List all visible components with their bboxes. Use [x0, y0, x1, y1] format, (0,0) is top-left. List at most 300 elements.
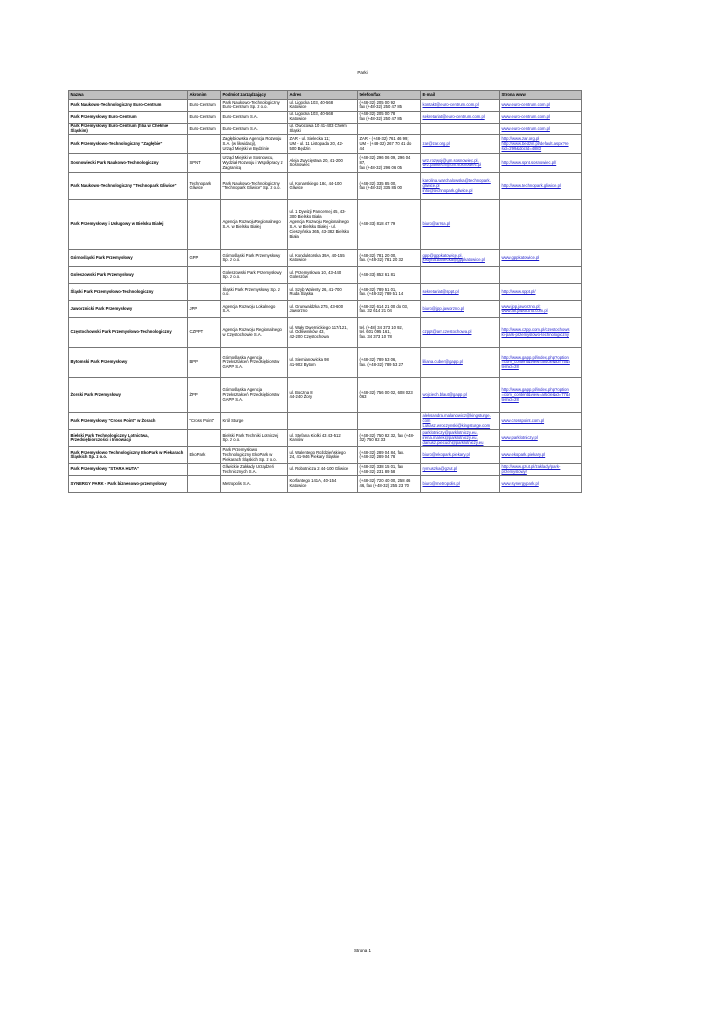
address-line: ul. Owocowa 10 41-403 Chełm [289, 123, 347, 129]
address-line: Kaniów [289, 437, 304, 443]
acronym-cell: CZPPT [188, 318, 221, 348]
website-cell [500, 267, 582, 284]
park-name-cell: Sosnowiecki Park Naukowo-Technologiczny [69, 154, 188, 173]
table-row [69, 301, 582, 318]
address-cell [288, 123, 358, 135]
park-name-cell: Goleszowski Park Przemysłowy [69, 267, 188, 284]
website-cell [500, 476, 582, 493]
park-name-cell: Śląski Park Przemysłowo-Technologiczny [69, 284, 188, 301]
park-name-cell: Park Przemysłowo Technologiczny EkoPark w Piekarach Śląskich Sp. z o.o. [69, 447, 188, 464]
website-link[interactable]: temid=28 [501, 364, 519, 370]
phone-cell [358, 430, 421, 447]
email-link[interactable]: wrz.rozwoj@um.sosnowiec.pl, [422, 157, 479, 163]
manager-line: Euro-Centrum S.A. [222, 113, 258, 119]
website-cell [500, 447, 582, 464]
manager-line: Wydział Rozwoju i Współpracy z [222, 159, 283, 165]
email-link[interactable]: kontakt@euro-centrum.com.pl [422, 101, 479, 107]
address-line: 44-240 Żory [289, 394, 313, 400]
website-link[interactable]: www.gppkatowice.pl [501, 254, 540, 260]
email-link[interactable]: dariusz.piecuch@parklotniczy.eu [422, 439, 484, 445]
email-cell [421, 447, 500, 464]
phone-cell [358, 135, 421, 154]
email-link[interactable]: biuro@arrsa.pl [422, 221, 451, 227]
email-link[interactable]: biuro@jpp.jaworzno.pl [422, 305, 464, 311]
manager-line: Górnośląska Agencja [222, 354, 263, 360]
address-line: Katowice [289, 104, 307, 110]
phone-line: 32) 750 82 33 [359, 437, 386, 443]
manager-line: Sp. z o.o. [222, 274, 241, 280]
email-link[interactable]: sekretariat@euro-centrum.com.pl [422, 113, 485, 119]
table-header-row [69, 91, 582, 100]
manager-cell [221, 430, 288, 447]
phone-line: 44 [359, 145, 365, 151]
address-cell [288, 284, 358, 301]
manager-line: S.A. (w likwidacji), [222, 140, 257, 146]
website-cell [500, 173, 582, 200]
phone-cell [358, 267, 421, 284]
website-cell [500, 413, 582, 430]
website-link[interactable]: przemyslowy/ [501, 468, 527, 474]
website-cell [500, 250, 582, 267]
park-name-cell: Bytomski Park Przemysłowy [69, 348, 188, 378]
manager-cell [221, 464, 288, 476]
table-row [69, 111, 582, 123]
phone-line: (+48-32) 289 04 84, fax. [359, 449, 405, 455]
phone-cell [358, 318, 421, 348]
manager-line: GAPP S.A. [222, 364, 244, 370]
table-row [69, 123, 582, 135]
email-link[interactable]: karolina.warchalowska@technopark. [422, 178, 491, 184]
phone-cell [358, 447, 421, 464]
manager-line: S.A. [222, 308, 231, 314]
column-header: Adres [288, 91, 358, 100]
address-cell [288, 464, 358, 476]
column-header: telefon/fax [358, 91, 421, 100]
website-cell [500, 430, 582, 447]
phone-line: fax. (+48-32) 781 20 32 [359, 257, 404, 263]
phone-cell [358, 284, 421, 301]
email-link[interactable]: justyna.bartecka@gppkatowice.pl [422, 257, 485, 263]
website-cell [500, 100, 582, 112]
page-header: Parki [357, 70, 368, 75]
website-link[interactable]: www.euro-centrum.com.pl [501, 101, 550, 107]
address-line: ZAR - ul. Sielecka 11; [289, 136, 330, 142]
phone-line: (+48-32) 231 89 58 [359, 468, 396, 474]
email-cell [421, 173, 500, 200]
email-cell [421, 100, 500, 112]
manager-line: w Częstochowie S.A. [222, 331, 262, 337]
manager-line: Zagranicą [222, 164, 242, 170]
address-cell [288, 154, 358, 173]
manager-cell [221, 154, 288, 173]
acronym-cell [188, 284, 221, 301]
address-cell [288, 413, 358, 430]
email-link[interactable]: rymuszka@gzut.pl [422, 466, 458, 472]
acronym-cell [188, 135, 221, 154]
phone-cell [358, 250, 421, 267]
address-line: Katowice [289, 257, 307, 263]
phone-cell [358, 154, 421, 173]
phone-line: (+48-32) 720 40 00, 258 46 [359, 478, 411, 484]
website-link[interactable]: www.ekopark.piekary.pl [501, 451, 546, 457]
website-link[interactable]: ki-park-przemyslowo-technologiczny [501, 331, 569, 337]
manager-line: Sp. z o.o. [222, 437, 241, 443]
address-line: Goleszów [289, 274, 308, 280]
manager-cell [221, 348, 288, 378]
email-cell [421, 284, 500, 301]
manager-line: Agencja Rozwoju Regionalnego [222, 327, 282, 333]
acronym-cell: Euro-Centrum [188, 123, 221, 135]
email-cell [421, 464, 500, 476]
column-header: Podmiot zarządzający [221, 91, 288, 100]
website-link[interactable]: http://www.sppt.pl/ [501, 288, 536, 294]
manager-cell [221, 173, 288, 200]
address-line: ul. Grunwaldzka 275, 43-600 [289, 303, 344, 309]
table-row [69, 135, 582, 154]
acronym-cell: Euro-Centrum [188, 111, 221, 123]
address-line: ul. Ligocka 103, 40-568 [289, 111, 334, 117]
page-footer: Strona 1 [353, 948, 371, 953]
address-line: 300 Bielsko Biała [289, 214, 322, 220]
acronym-cell: JPP [188, 301, 221, 318]
website-link[interactable]: http://www.bedzin.pl/default.aspx?re [501, 140, 569, 146]
address-line: Biała [289, 233, 299, 239]
manager-line: Przekształceń Przedsiębiorstw [222, 359, 280, 365]
website-link[interactable]: www.parklotniczy.pl [501, 434, 538, 440]
address-line: 24, 41-946 Piekary Śląskie [289, 454, 340, 460]
address-line: Cieszyńska 365, 43-382 Bielsko [289, 228, 350, 234]
email-link[interactable]: Lukasz.wroczynski@kingsturge.com [422, 422, 491, 428]
table-row [69, 267, 582, 284]
phone-line: fax. (+48-32) 789 53 27 [359, 361, 404, 367]
website-link[interactable]: www.arl.jaworzno.com.pl [501, 308, 548, 314]
manager-cell [221, 111, 288, 123]
acronym-cell: "Cross Point" [188, 413, 221, 430]
website-link[interactable]: http://www.zar.org.pl [501, 136, 540, 142]
address-line: Katowice [289, 116, 307, 122]
address-cell [288, 173, 358, 200]
manager-line: Technologiczny EkoPark w [222, 451, 273, 457]
address-line: 41-902 Bytom [289, 361, 316, 367]
website-link[interactable]: www.euro-centrum.com.pl [501, 113, 550, 119]
phone-line: fax. 32 614 21 04 [359, 308, 392, 314]
email-link[interactable]: biuro@ekopark.piekary.pl [422, 451, 470, 457]
manager-line: Goleszowski Park Przemysłowy [222, 269, 282, 275]
manager-cell [221, 200, 288, 250]
website-link[interactable]: temid=28 [501, 396, 519, 402]
park-name-cell: Bielski Park Technologiczny Lotnictwa, Przedsiębiorczości i Innowacji [69, 430, 188, 447]
email-link[interactable]: gliwice.pl [422, 182, 440, 188]
manager-line: Zagłębiowska Agencja Rozwoju [222, 136, 282, 142]
table-row [69, 476, 582, 493]
address-line: Ruda Śląska [289, 291, 314, 297]
email-cell [421, 267, 500, 284]
park-name-cell: SYNERGY PARK - Park biznesowo-przemysłowy [69, 476, 188, 493]
phone-line: (+48-32) 750 82 32, fax (+48- [359, 432, 415, 438]
website-cell [500, 135, 582, 154]
website-cell [500, 200, 582, 250]
website-link[interactable]: =com_content&view=article&id=77&I [501, 391, 570, 397]
email-cell [421, 123, 500, 135]
website-cell [500, 378, 582, 413]
website-cell [500, 348, 582, 378]
website-link[interactable]: http://www.spnt.sosnowiec.pl/ [501, 159, 557, 165]
acronym-cell: Technopark Gliwice [188, 173, 221, 200]
address-line: ul. Ligocka 103, 40-568 [289, 99, 334, 105]
phone-line: tel. 601 095 161, [359, 329, 391, 335]
email-link[interactable]: gpp@gppkatowice.pl, [422, 252, 463, 258]
phone-cell [358, 378, 421, 413]
phone-line: (+48-32) 289 04 78 [359, 454, 396, 460]
phone-line: 87, [359, 159, 366, 165]
phone-line: tel. (+48) 34 373 10 92, [359, 324, 403, 330]
phone-cell [358, 111, 421, 123]
acronym-cell [188, 476, 221, 493]
address-line: 42-200 Częstochowa [289, 334, 329, 340]
website-link[interactable]: www.synergypark.pl [501, 480, 539, 486]
email-cell [421, 476, 500, 493]
address-line: Agencja Rozwoju Regionalnego [289, 219, 349, 225]
address-line: Katowice [289, 483, 307, 489]
phone-line: fax (+48-32) 250 47 85 [359, 104, 402, 110]
manager-cell [221, 318, 288, 348]
address-cell [288, 348, 358, 378]
phone-line: fax (+48-32) 296 06 05 [359, 164, 402, 170]
email-link[interactable]: wrz.parklech@um.sosnowiec.pl [422, 162, 482, 168]
parks-table [68, 90, 582, 493]
park-name-cell: Park Przemysłowy "Cross Point" w Żorach [69, 413, 188, 430]
park-name-cell: Górnośląski Park Przemysłowy [69, 250, 188, 267]
phone-line: fax. (+48-32) 789 51 14 [359, 291, 404, 297]
manager-cell [221, 267, 288, 284]
manager-line: Górnośląska Agencja [222, 387, 263, 393]
table-row [69, 173, 582, 200]
email-cell [421, 430, 500, 447]
address-line: ul. Boczna 8 [289, 389, 313, 395]
website-cell [500, 318, 582, 348]
phone-line: (+48-33) 852 61 81 [359, 271, 396, 277]
phone-cell [358, 464, 421, 476]
park-name-cell: Jaworznicki Park Przemysłowy [69, 301, 188, 318]
manager-cell [221, 250, 288, 267]
address-cell [288, 318, 358, 348]
park-name-cell: Częstochowski Park Przemysłowo-Technologiczny [69, 318, 188, 348]
manager-line: Agencja Rozwoju Lokalnego [222, 303, 276, 309]
column-header: Akronim [188, 91, 221, 100]
email-cell [421, 250, 500, 267]
park-name-cell: Park Naukowo-Technologiczny Euro-Centrum [69, 100, 188, 112]
email-link[interactable]: biuro@metropolis.pl [422, 480, 460, 486]
email-cell [421, 413, 500, 430]
email-cell [421, 348, 500, 378]
acronym-cell [188, 267, 221, 284]
manager-line: GAPP S.A. [222, 396, 244, 402]
manager-line: Park Naukowo-Technologiczny [222, 180, 280, 186]
website-cell [500, 301, 582, 318]
phone-line: UM - (+48-32) 267 70 41 do [359, 140, 412, 146]
table-row [69, 430, 582, 447]
phone-line: (+48-33) 818 47 79 [359, 221, 396, 227]
acronym-cell: Euro-Centrum [188, 100, 221, 112]
email-link[interactable]: com [422, 417, 431, 423]
email-link[interactable]: irena.marek@parklotniczy.eu, [422, 434, 478, 440]
phone-line: (+48-32) 205 00 92 [359, 99, 396, 105]
manager-line: Agencja RozwojuRegionalnego [222, 219, 281, 225]
manager-line: Śląski Park Przemysłowy Sp. z [222, 286, 280, 292]
address-cell [288, 476, 358, 493]
manager-line: Technicznych S.A. [222, 468, 257, 474]
address-cell [288, 200, 358, 250]
table-row [69, 200, 582, 250]
address-line: ul. Szyb Walenty 26, 41-700 [289, 286, 342, 292]
table-row [69, 413, 582, 430]
manager-cell [221, 447, 288, 464]
website-cell [500, 123, 582, 135]
phone-cell [358, 123, 421, 135]
website-cell [500, 464, 582, 476]
manager-cell [221, 284, 288, 301]
manager-line: Euro-Centrum Sp. z o.o. [222, 104, 268, 110]
manager-line: Urząd Miejski w Sosnowcu, [222, 155, 274, 161]
website-cell [500, 111, 582, 123]
website-link[interactable]: www.crosspoint.com.pl [501, 417, 545, 423]
park-name-cell: Żorski Park Przemysłowy [69, 378, 188, 413]
column-header: Nazwa [69, 91, 188, 100]
address-cell [288, 250, 358, 267]
manager-line: Przekształceń Przedsiębiorstw [222, 391, 280, 397]
manager-cell [221, 301, 288, 318]
website-link[interactable]: www.jpp.jaworzno.pl; [501, 303, 541, 309]
acronym-cell [188, 200, 221, 250]
website-link[interactable]: =com_content&view=article&id=75&I [501, 359, 570, 365]
phone-cell [358, 100, 421, 112]
email-link[interactable]: parklotniczy@parklotniczy.eu, [422, 430, 478, 436]
column-header: E-mail [421, 91, 500, 100]
email-link[interactable]: zar@zar.org.pl [422, 140, 450, 146]
address-line: ul. Odlewników 43, [289, 329, 325, 335]
phone-line: (+48-32) 296 06 09, 296 04 [359, 155, 411, 161]
table-row [69, 318, 582, 348]
column-header: Strona www [500, 91, 582, 100]
table-row [69, 100, 582, 112]
website-link[interactable]: http://www.gzut.pl/zaklady/park- [501, 463, 561, 469]
address-line: Korfantego 141A, 40-154 [289, 478, 337, 484]
manager-line: Urząd Miejski w Będzinie [222, 145, 270, 151]
acronym-cell: EkoPark [188, 447, 221, 464]
address-line: Aleja Zwycięstwa 20, 41-200 [289, 157, 343, 163]
table-row [69, 447, 582, 464]
acronym-cell: BPP [188, 348, 221, 378]
website-link[interactable]: www.euro-centrum.com.pl [501, 125, 550, 131]
address-line: Śląski [289, 128, 301, 134]
email-link[interactable]: wojciech.blaut@gapp.pl [422, 391, 467, 397]
address-line: UM - ul. 11 Listopada 20, 42- [289, 140, 344, 146]
address-cell [288, 100, 358, 112]
manager-line: Król Sturge [222, 417, 244, 423]
manager-line: Górnośląski Park Przemysłowy [222, 252, 281, 258]
manager-line: Sp. z o.o. [222, 257, 241, 263]
website-link[interactable]: http://www.technopark.gliwice.pl [501, 182, 561, 188]
website-link[interactable]: http://www.gapp.pl/index.php?option [501, 354, 569, 360]
phone-line: ZAR - (+48-32) 761 46 99; [359, 136, 409, 142]
park-name-cell: Park Przemysłowy Euro-Centrum [69, 111, 188, 123]
website-link[interactable]: http://www.czpp.com.pl/czestochows [501, 327, 570, 333]
phone-cell [358, 200, 421, 250]
phone-cell [358, 476, 421, 493]
park-name-cell: Park Przemysłowo-Technologiczny "Zagłębie" [69, 135, 188, 154]
address-cell [288, 301, 358, 318]
manager-cell [221, 100, 288, 112]
park-name-cell: Park Naukowo-Technologiczny "Technopark Gliwice" [69, 173, 188, 200]
website-cell [500, 284, 582, 301]
phone-line: 063 [359, 394, 367, 400]
email-cell [421, 378, 500, 413]
email-link[interactable]: liliana.cuber@gapp.pl [422, 359, 463, 365]
phone-cell [358, 173, 421, 200]
phone-line: (+48-32) 205 00 78 [359, 111, 396, 117]
address-line: Gliwice [289, 185, 303, 191]
phone-line: (+48-32) 789 51 01, [359, 286, 397, 292]
address-line: Sosnowiec [289, 162, 310, 168]
phone-line: (+48-32) 756 00 02, 608 023 [359, 389, 413, 395]
phone-line: fax. 34 373 10 78 [359, 334, 392, 340]
address-cell [288, 135, 358, 154]
acronym-cell: GPP [188, 250, 221, 267]
phone-line: (+48-32) 335 85 00, [359, 180, 397, 186]
address-line: ul. Wały Dwernickiego 117/121, [289, 324, 348, 330]
email-link[interactable]: aleksandra.malanowicz@kingsturge. [422, 413, 491, 419]
address-cell [288, 111, 358, 123]
table-row [69, 464, 582, 476]
phone-line: 46, fax (+48-32) 255 23 70 [359, 483, 409, 489]
email-cell [421, 200, 500, 250]
phone-line: (+48-32) 338 15 01, fax [359, 463, 404, 469]
park-name-cell: Park Przemysłowy "STARA HUTA" [69, 464, 188, 476]
email-link[interactable]: info@technopark.gliwice.pl [422, 187, 473, 193]
table-row [69, 250, 582, 267]
email-cell [421, 318, 500, 348]
phone-cell [358, 301, 421, 318]
website-link[interactable]: sid=299&docId=4883 [501, 145, 542, 151]
phone-line: (+48-32) 781 20 00, [359, 252, 397, 258]
email-cell [421, 111, 500, 123]
manager-line: "Technopark Gliwice" Sp. z o.o. [222, 185, 281, 191]
acronym-cell: ŻPP [188, 378, 221, 413]
table-row [69, 348, 582, 378]
website-link[interactable]: http://www.gapp.pl/index.php?option [501, 387, 569, 393]
address-line: ul. 1 Dywizji Pancernej 45, 43- [289, 209, 346, 215]
email-cell [421, 154, 500, 173]
phone-cell [358, 348, 421, 378]
table-row [69, 284, 582, 301]
address-line: Jaworzno [289, 308, 308, 314]
park-name-cell: Park Przemysłowy Euro-Centrum (filia w Chełmie Śląskim) [69, 123, 188, 135]
address-cell [288, 430, 358, 447]
manager-line: Park Naukowo-Technologiczny [222, 99, 280, 105]
email-link[interactable]: czppt@arr.czestochowa.pl [422, 329, 472, 335]
address-line: ul. Walentego Roździeńskiego [289, 449, 346, 455]
email-link[interactable]: sekretariat@sppt.pl [422, 288, 459, 294]
address-cell [288, 447, 358, 464]
acronym-cell [188, 430, 221, 447]
table-row [69, 378, 582, 413]
manager-cell [221, 413, 288, 430]
acronym-cell: SPNT [188, 154, 221, 173]
address-line: ul. Konduktorska 39A, 40-155 [289, 252, 345, 258]
address-line: 500 Będzin [289, 145, 311, 151]
manager-line: Bielski Park Techniki Lotniczej [222, 432, 279, 438]
address-line: ul. Przemysłowa 10, 43-440 [289, 269, 342, 275]
